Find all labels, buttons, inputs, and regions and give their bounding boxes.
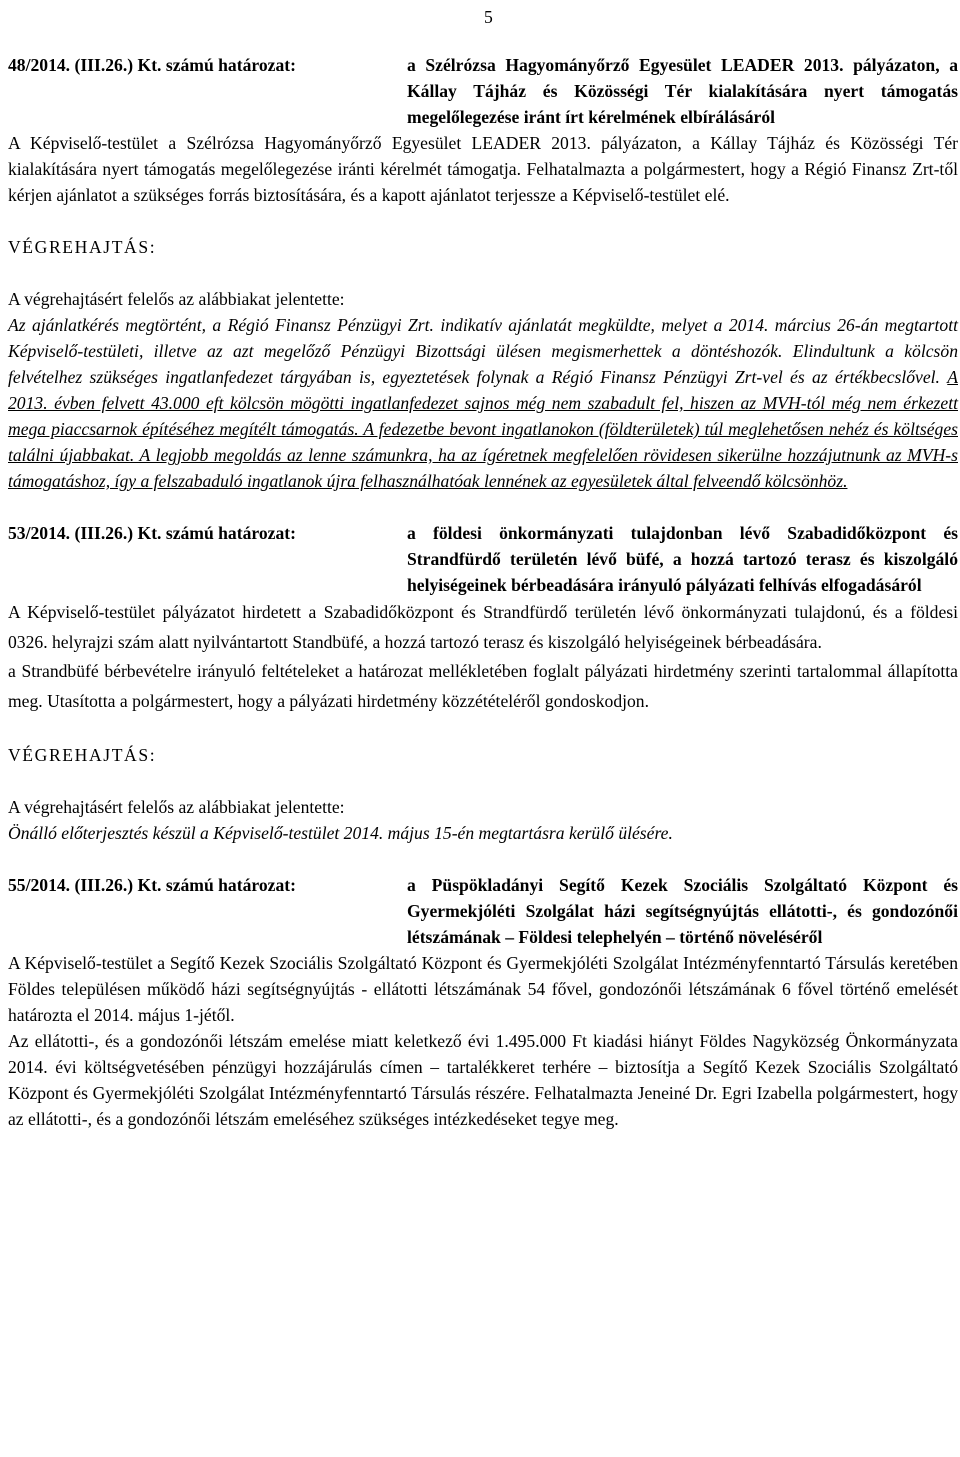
- resolution-53-decision-1: A Képviselő-testület pályázatot hirdetett a Szabadidőközpont és Strandfürdő területén lévő önkormányzati tulajdonú, és a földesi 0326. helyrajzi szám alatt nyilvántartott Standbüfé, a hozzá tartozó terasz és kiszolgáló helyiségeinek bérbeadására.: [8, 602, 958, 652]
- resolution-48-decision: A Képviselő-testület a Szélrózsa Hagyományőrző Egyesület LEADER 2013. pályázaton, a Kállay Tájház és Közösségi Tér kialakítására nyert támogatás megelőlegezése iránti kérelmét támogatja. Felhatalmazta a polgármestert, hogy a Régió Finansz Zrt-től kérjen ajánlatot a szükséges forrás biztosítására, és a kapott ajánlatot terjessze a Képviselő-testület elé.: [8, 133, 958, 205]
- resolution-53-subject: a földesi önkormányzati tulajdonban lévő Szabadidőközpont és Strandfürdő területén lévő büfé, a hozzá tartozó terasz és kiszolgáló helyiségeinek bérbeadására irányuló pályázati felhívás elfogadásáról: [407, 523, 958, 595]
- resolution-55-decision-1: A Képviselő-testület a Segítő Kezek Szociális Szolgáltató Központ és Gyermekjóléti Szolgálat Intézményfenntartó Társulás keretében Földes településen működő házi segítségnyújtás - ellátotti létszámának 54 fővel, gondozónői létszámának 6 fővel történő emelését határozta el 2014. május 1-jétől.: [8, 953, 958, 1025]
- resolution-48-subject: a Szélrózsa Hagyományőrző Egyesület LEADER 2013. pályázaton, a Kállay Tájház és Közösségi Tér kialakítására nyert támogatás megelőlegezése iránt írt kérelmének elbírálásáról: [407, 55, 958, 127]
- resolution-55-subject: a Püspökladányi Segítő Kezek Szociális Szolgáltató Központ és Gyermekjóléti Szolgálat házi segítségnyújtás ellátotti-, és gondozónői létszámának – Földesi telephelyén – történő növeléséről: [407, 875, 958, 947]
- resolution-55-id: 55/2014. (III.26.) Kt. számú határozat:: [8, 875, 296, 895]
- page-number: 5: [484, 7, 493, 27]
- resolution-48-report-italic: Az ajánlatkérés megtörtént, a Régió Finansz Pénzügyi Zrt. indikatív ajánlatát megküldte, melyet a 2014. március 26-án megtartott Képviselő-testületi, illetve az azt megelőző Pénzügyi Bizottsági ülésen megismerhettek a döntéshozók. Elindultunk a kölcsön felvételhez szükséges ingatlanfedezet tárgyában is, egyeztetések folynak a Régió Finansz Pénzügyi Zrt-vel és az értékbecslővel.: [8, 315, 958, 387]
- resolution-48-exec-intro: A végrehajtásért felelős az alábbiakat jelentette:: [8, 289, 345, 309]
- resolution-55-decision-2: Az ellátotti-, és a gondozónői létszám emelése miatt keletkező évi 1.495.000 Ft kiadási hiányt Földes Nagyközség Önkormányzata 2014. évi költségvetésében pénzügyi hozzájárulás címen – tartalékkeret terhére – biztosítja a Segítő Kezek Szociális Szolgáltató Központ és Gyermekjóléti Szolgálat Intézményfenntartó Társulás részére. Felhatalmazta Jeneiné Dr. Egri Izabella polgármestert, hogy az ellátotti-, és a gondozónői létszám emeléséhez szükséges intézkedéseket tegye meg.: [8, 1031, 958, 1129]
- resolution-55-header: [8, 872, 958, 950]
- resolution-48-exec-heading: VÉGREHAJTÁS:: [8, 237, 157, 257]
- resolution-53-report: Önálló előterjesztés készül a Képviselő-testület 2014. május 15-én megtartásra kerülő ülésére.: [8, 823, 673, 843]
- resolution-48-id: 48/2014. (III.26.) Kt. számú határozat:: [8, 55, 296, 75]
- resolution-48-report-underlined: A 2013. évben felvett 43.000 eft kölcsön mögötti ingatlanfedezet sajnos még nem szabadult fel, hiszen az MVH-tól még nem érkezett mega piaccsarnok építéséhez megítélt támogatás. A fedezetbe bevont ingatlanokon (földterületek) túl meglehetősen nehéz és költséges találni újabbakat. A legjobb megoldás az lenne számunkra, ha az ígéretnek megfelelően rövidesen sikerülne hozzájutnunk az MVH-s támogatáshoz, így a felszabaduló ingatlanok újra felhasználhatóak lennének az egyesületek által felveendő kölcsönhöz.: [8, 367, 958, 491]
- document-page: [8, 0, 958, 1132]
- resolution-48-report: [8, 312, 958, 494]
- resolution-53-header: [8, 520, 958, 598]
- resolution-53-decision-2: a Strandbüfé bérbevételre irányuló feltételeket a határozat mellékletében foglalt pályázati hirdetmény szerinti tartalommal állapította meg. Utasította a polgármestert, hogy a pályázati hirdetmény közzétételéről gondoskodjon.: [8, 661, 958, 711]
- resolution-53-exec-intro: A végrehajtásért felelős az alábbiakat jelentette:: [8, 797, 345, 817]
- resolution-53-exec-heading: VÉGREHAJTÁS:: [8, 745, 157, 765]
- resolution-48-header: [8, 52, 958, 130]
- resolution-53-id: 53/2014. (III.26.) Kt. számú határozat:: [8, 523, 296, 543]
